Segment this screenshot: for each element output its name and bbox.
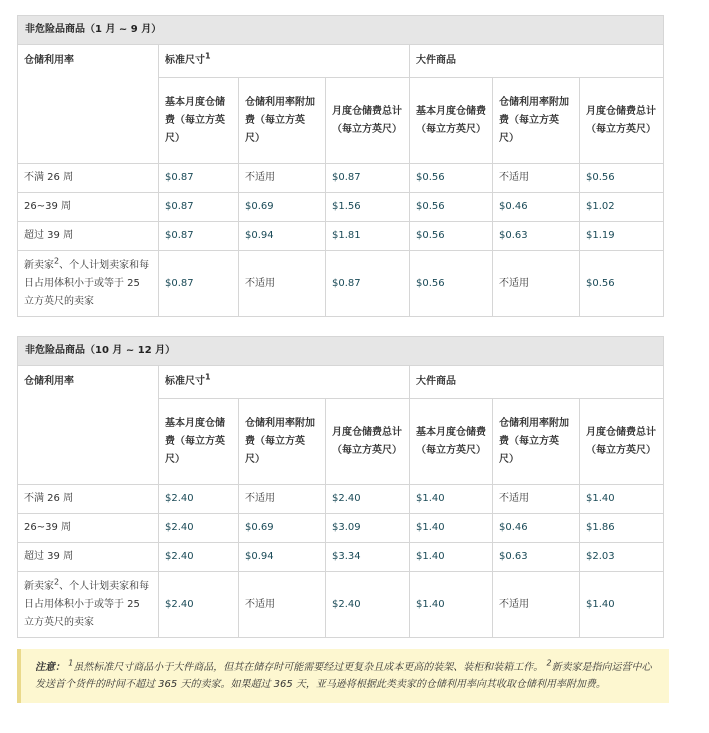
table-cell: $2.40 (159, 514, 239, 543)
column-header: 基本月度仓储费（每立方英尺） (410, 399, 493, 485)
table-title-row (18, 16, 664, 45)
column-header: 月度仓储费总计（每立方英尺） (326, 399, 410, 485)
table-cell: $0.46 (493, 193, 580, 222)
row-label: 不满 26 周 (18, 485, 159, 514)
table-cell: $0.69 (239, 193, 326, 222)
table-cell: $0.46 (493, 514, 580, 543)
row-label: 新卖家$^2$、个人计划卖家和每日占用体积小于或等于 25 立方英尺的卖家 (18, 251, 159, 317)
table-cell: $0.69 (239, 514, 326, 543)
table-cell: $0.63 (493, 222, 580, 251)
footnote-marker-1: 1 (68, 658, 74, 668)
column-header: 月度仓储费总计（每立方英尺） (580, 399, 664, 485)
table-row (18, 164, 664, 193)
row-label: 新卖家$^2$、个人计划卖家和每日占用体积小于或等于 25 立方英尺的卖家 (18, 572, 159, 638)
column-header: 仓储利用率附加费（每立方英尺） (493, 399, 580, 485)
footnote-ref-1: 1 (205, 51, 211, 61)
column-header: 基本月度仓储费（每立方英尺） (159, 78, 239, 164)
table-cell: $0.87 (159, 251, 239, 317)
storage-fee-table-oct-dec (17, 336, 664, 638)
table-cell: 不适用 (239, 251, 326, 317)
table-row (18, 222, 664, 251)
table-cell: $1.19 (580, 222, 664, 251)
table-cell: $0.94 (239, 222, 326, 251)
footnote-ref-1: 1 (205, 372, 211, 382)
table-cell: $0.56 (580, 164, 664, 193)
table-cell: $1.40 (410, 514, 493, 543)
table-cell: $1.02 (580, 193, 664, 222)
table-cell: $2.40 (159, 485, 239, 514)
table-cell: $2.40 (326, 485, 410, 514)
table-cell: $1.40 (580, 485, 664, 514)
column-group-row (18, 366, 664, 399)
table-cell: 不适用 (239, 572, 326, 638)
table-cell: $0.56 (410, 251, 493, 317)
table-cell: 不适用 (493, 164, 580, 193)
table-cell: $3.09 (326, 514, 410, 543)
table-cell: 不适用 (493, 251, 580, 317)
table-cell: $0.87 (159, 164, 239, 193)
column-header: 月度仓储费总计（每立方英尺） (326, 78, 410, 164)
oversize-header: 大件商品 (410, 366, 664, 399)
table-cell: 不适用 (239, 485, 326, 514)
table-cell: $0.56 (410, 164, 493, 193)
row-label: 不满 26 周 (18, 164, 159, 193)
table-cell: $0.63 (493, 543, 580, 572)
note-label: 注意： (35, 662, 65, 673)
column-header: 基本月度仓储费（每立方英尺） (159, 399, 239, 485)
storage-fee-table-jan-sep (17, 15, 664, 317)
table-cell: $0.56 (410, 193, 493, 222)
table-cell: $1.56 (326, 193, 410, 222)
row-label: 26~39 周 (18, 193, 159, 222)
table-title-row (18, 337, 664, 366)
table-cell: $0.56 (580, 251, 664, 317)
utilization-column-header: 仓储利用率 (18, 366, 159, 485)
column-header: 仓储利用率附加费（每立方英尺） (493, 78, 580, 164)
table-cell: $2.40 (159, 572, 239, 638)
column-header: 基本月度仓储费（每立方英尺） (410, 78, 493, 164)
column-header: 仓储利用率附加费（每立方英尺） (239, 78, 326, 164)
table-cell: $0.87 (326, 251, 410, 317)
oversize-header: 大件商品 (410, 45, 664, 78)
table-cell: $1.86 (580, 514, 664, 543)
footnote-ref-2: 2 (54, 577, 60, 587)
table-row (18, 251, 664, 317)
column-group-row (18, 45, 664, 78)
column-header: 月度仓储费总计（每立方英尺） (580, 78, 664, 164)
table-row (18, 193, 664, 222)
standard-size-header: 标准尺寸$^1$ (159, 45, 410, 78)
table-title: 非危险品商品（1 月 ~ 9 月） (18, 16, 664, 45)
table-cell: $0.56 (410, 222, 493, 251)
table-cell: 不适用 (493, 572, 580, 638)
utilization-column-header: 仓储利用率 (18, 45, 159, 164)
table-cell: 不适用 (239, 164, 326, 193)
row-label: 超过 39 周 (18, 543, 159, 572)
table-cell: $0.94 (239, 543, 326, 572)
footnote-ref-2: 2 (54, 256, 60, 266)
footnote-text-2: 新卖家是指向运营中心发送首个货件的时间不超过 365 天的卖家。如果超过 365 天，亚马逊将根据此类卖家的仓储利用率向其收取仓储利用率附加费。 (35, 662, 652, 690)
table-cell: $0.87 (159, 222, 239, 251)
table-cell: $3.34 (326, 543, 410, 572)
table-cell: $2.40 (326, 572, 410, 638)
column-header: 仓储利用率附加费（每立方英尺） (239, 399, 326, 485)
table-cell: $0.87 (326, 164, 410, 193)
table-cell: $0.87 (159, 193, 239, 222)
table-cell: $2.40 (159, 543, 239, 572)
footnote-marker-2: 2 (546, 658, 552, 668)
table-cell: $1.40 (410, 485, 493, 514)
table-cell: $1.40 (580, 572, 664, 638)
row-label: 超过 39 周 (18, 222, 159, 251)
table-cell: $2.03 (580, 543, 664, 572)
table-cell: $1.40 (410, 543, 493, 572)
table-row (18, 485, 664, 514)
table-title: 非危险品商品（10 月 ~ 12 月） (18, 337, 664, 366)
table-cell: $1.40 (410, 572, 493, 638)
table-cell: 不适用 (493, 485, 580, 514)
table-row (18, 572, 664, 638)
table-row (18, 514, 664, 543)
table-cell: $1.81 (326, 222, 410, 251)
footnote-callout (17, 649, 669, 703)
standard-size-header: 标准尺寸$^1$ (159, 366, 410, 399)
row-label: 26~39 周 (18, 514, 159, 543)
footnote-text-1: 虽然标准尺寸商品小于大件商品，但其在储存时可能需要经过更复杂且成本更高的装架、装柜和装箱工作。 (73, 662, 544, 673)
table-row (18, 543, 664, 572)
